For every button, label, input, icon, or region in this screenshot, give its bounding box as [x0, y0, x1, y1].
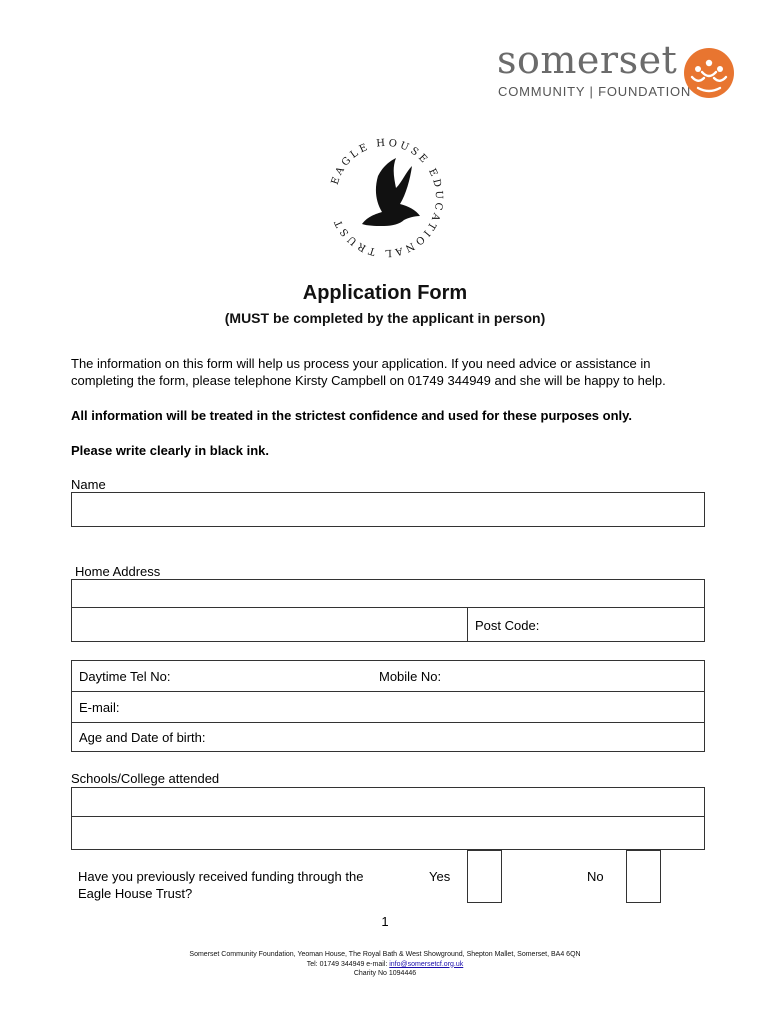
post-code-field[interactable] — [542, 608, 704, 641]
home-address-field-line-1[interactable] — [72, 580, 704, 607]
footer-tel: Tel: 01749 344949 e-mail: — [306, 960, 390, 968]
daytime-tel-field[interactable] — [172, 661, 372, 691]
confidentiality-note: All information will be treated in the strictest confidence and used for these purposes only. — [71, 408, 633, 423]
page-number: 1 — [381, 914, 389, 929]
funding-question-line-1: Have you previously received funding through the — [78, 869, 364, 884]
foundation-logo-icon — [684, 48, 734, 98]
ink-note: Please write clearly in black ink. — [71, 443, 269, 458]
footer-email-link[interactable]: info@somersetcf.org.uk — [389, 960, 464, 968]
eagle-house-emblem-icon — [316, 128, 456, 258]
contact-details-box — [71, 660, 705, 752]
name-field[interactable] — [71, 492, 705, 527]
schools-field-line-1[interactable] — [72, 788, 704, 816]
svg-text:EAGLE HOUSE EDUCATIONAL TRUST: EAGLE HOUSE EDUCATIONAL TRUST — [329, 137, 445, 258]
intro-text-line-1: The information on this form will help us process your application. If you need advice or assistance in — [71, 356, 651, 371]
footer-contact — [0, 960, 770, 970]
yes-checkbox[interactable] — [467, 850, 502, 903]
form-title: Application Form — [302, 282, 468, 304]
name-label: Name — [71, 477, 106, 492]
intro-text-line-2: completing the form, please telephone Kirsty Campbell on 01749 344949 and she will be happy to help. — [71, 373, 666, 388]
home-address-box — [71, 579, 705, 642]
yes-label: Yes — [429, 869, 451, 884]
age-dob-field[interactable] — [212, 723, 704, 751]
home-address-field-line-2[interactable] — [72, 608, 466, 641]
form-subtitle: (MUST be completed by the applicant in person) — [224, 310, 546, 326]
email-label: E-mail: — [79, 700, 120, 715]
schools-field-line-2[interactable] — [72, 817, 704, 849]
schools-box — [71, 787, 705, 850]
age-dob-label: Age and Date of birth: — [79, 730, 206, 745]
mobile-field[interactable] — [447, 661, 704, 691]
email-field[interactable] — [132, 692, 704, 722]
logo-subtitle: COMMUNITY | FOUNDATION — [498, 84, 692, 99]
home-address-label: Home Address — [75, 564, 161, 579]
logo-wordmark: somerset — [497, 38, 678, 82]
no-checkbox[interactable] — [626, 850, 661, 903]
footer — [0, 950, 770, 979]
schools-label: Schools/College attended — [71, 771, 220, 786]
funding-question-line-2: Eagle House Trust? — [78, 886, 193, 901]
post-code-label: Post Code: — [475, 618, 540, 633]
footer-address: Somerset Community Foundation, Yeoman House, The Royal Bath & West Showground, Shepton Mallet, Somerset, BA4 6QN — [189, 951, 581, 958]
footer-charity-number: Charity No 1094446 — [353, 970, 417, 977]
daytime-tel-label: Daytime Tel No: — [79, 669, 171, 684]
mobile-label: Mobile No: — [379, 669, 442, 684]
no-label: No — [587, 869, 604, 884]
